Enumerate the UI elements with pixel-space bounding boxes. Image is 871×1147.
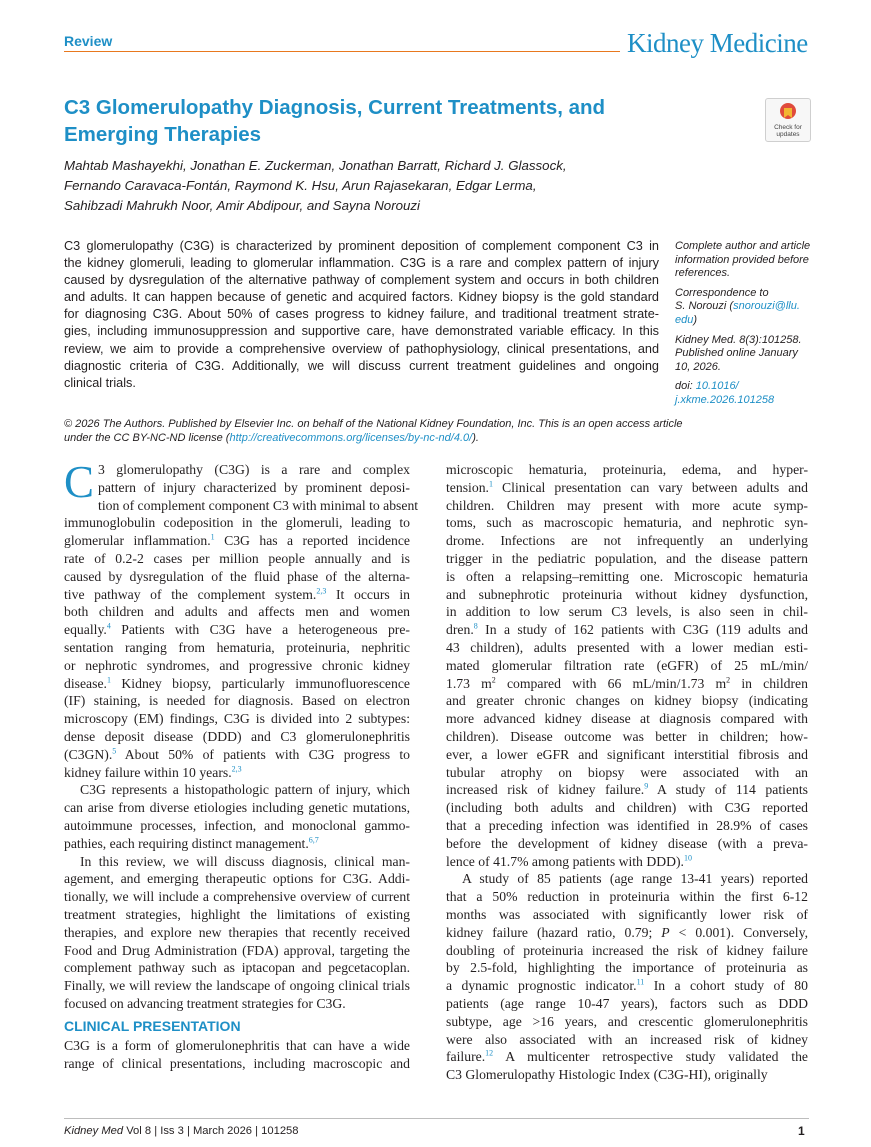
body-line: tubular atrophy on biopsy were associated with an bbox=[446, 764, 808, 780]
body-line: toms, such as macroscopic hematuria, and nephrotic syn- bbox=[446, 515, 808, 531]
body-line: and greater chronic changes on kidney biopsy (indicating bbox=[446, 693, 808, 709]
email-link-cont[interactable]: edu bbox=[675, 313, 694, 326]
author-list bbox=[64, 156, 567, 216]
body-line: (including both adults and children) with C3G reported bbox=[446, 800, 808, 816]
body-line: A study of 85 patients (age range 13-41 years) reported bbox=[462, 871, 808, 887]
body-line: a dynamic prognostic indicator.$^{11}$ In a cohort study of 80 bbox=[446, 977, 808, 994]
body-line: focused on advancing treatment strategies for C3G. bbox=[64, 995, 346, 1011]
body-line: before the development of kidney disease (with a preva- bbox=[446, 835, 808, 851]
author-line: Mahtab Mashayekhi, Jonathan E. Zuckerman, Jonathan Barratt, Richard J. Glassock, bbox=[64, 158, 567, 173]
body-line: 3 glomerulopathy (C3G) is a rare and complex bbox=[98, 462, 410, 477]
body-line: sentation ranging from hematuria, proteinuria, nephritic bbox=[64, 639, 410, 655]
title-line: Emerging Therapies bbox=[64, 123, 262, 146]
drop-cap: C bbox=[64, 457, 95, 507]
body-line: C3G represents a histopathologic pattern of injury, which bbox=[80, 782, 410, 798]
bookmark-ribbon-icon bbox=[779, 102, 797, 122]
header-rule bbox=[64, 51, 620, 52]
body-line: failure.$^{12}$ A multicenter retrospective study validated the bbox=[446, 1048, 808, 1065]
paragraph bbox=[446, 870, 808, 1084]
abstract-line: caused by dysregulation of the alternative pathway of complement system and occurs in both children bbox=[64, 273, 659, 288]
body-line: can arise from diverse etiologies including genetic mutations, bbox=[64, 800, 410, 816]
license-link[interactable]: http://creativecommons.org/licenses/by-nc-nd/4.0/ bbox=[229, 432, 473, 444]
author-line: Fernando Caravaca-Fontán, Raymond K. Hsu, Arun Rajasekaran, Edgar Lerma, bbox=[64, 178, 537, 193]
body-line: (IF) staining, is needed for diagnosis. Based on electron bbox=[64, 693, 410, 709]
page-number: 1 bbox=[798, 1124, 805, 1138]
journal-logo[interactable]: Kidney Medicine bbox=[627, 28, 808, 58]
check-for-updates-button[interactable] bbox=[765, 98, 811, 142]
body-line: pattern of injury characterized by prominent deposi- bbox=[98, 479, 410, 495]
body-line: patients (age range 10-47 years), factors such as DDD bbox=[446, 995, 808, 1011]
doi-link-cont[interactable]: j.xkme.2026.101258 bbox=[675, 393, 775, 406]
footer-citation: Kidney Med Vol 8 | Iss 3 | March 2026 | 101258 bbox=[64, 1125, 299, 1137]
body-line: complement pathway such as iptacopan and pegcetacoplan. bbox=[64, 960, 410, 976]
body-line: Finally, we will review the landscape of ongoing clinical trials bbox=[64, 978, 410, 994]
body-line: range of clinical presentations, including macroscopic and bbox=[64, 1055, 410, 1071]
body-line: tive pathway of the complement system.$^{2,3}$ It occurs in bbox=[64, 586, 411, 602]
license-line: under the CC BY-NC-ND license (http://creativecommons.org/licenses/by-nc-nd/4.0/). bbox=[64, 432, 479, 444]
citation-line: Published online January bbox=[675, 347, 798, 360]
section-label: Review bbox=[64, 33, 113, 49]
correspondence-line: edu) bbox=[675, 313, 698, 326]
body-line: children). Disease outcome was better in children; how- bbox=[446, 728, 808, 744]
citation-line: Kidney Med. 8(3):101258. bbox=[675, 333, 802, 346]
abstract-line: clinical trials. bbox=[64, 375, 136, 390]
body-line: ever, a lower eGFR and significant interstitial fibrosis and bbox=[446, 746, 808, 762]
abstract-line: and adults. It can happen because of genetic and acquired factors. Kidney biopsy is the gold standard bbox=[64, 290, 659, 305]
info-line: information provided before bbox=[675, 253, 809, 266]
paragraph bbox=[64, 1037, 410, 1073]
body-line: therapies, and explore new therapies that recently received bbox=[64, 924, 410, 940]
body-line: tion of complement component C3 with minimal to absent bbox=[98, 497, 419, 513]
article-info-sidebar bbox=[675, 240, 825, 408]
badge-label: Check for updates bbox=[774, 124, 802, 138]
author-line: Sahibzadi Mahrukh Noor, Amir Abdipour, and Sayna Norouzi bbox=[64, 198, 421, 213]
email-link[interactable]: snorouzi@llu. bbox=[733, 300, 800, 313]
abstract-line: diagnostic criteria of C3G. Additionally, we will discuss current treatment guidelines and ongoing bbox=[64, 358, 659, 373]
body-column-left bbox=[64, 457, 419, 1072]
body-line: 1.73 $m^2$ compared with 66 mL/min/1.73 $m^2$ in children bbox=[446, 675, 808, 691]
body-line: dense deposit disease (DDD) and C3 glomerulonephritis bbox=[64, 728, 410, 744]
body-line: rate of 0.2-2 cases per million people annually and is bbox=[64, 550, 410, 566]
body-line: immunoglobulin codeposition in the glomeruli, leading to bbox=[64, 515, 410, 531]
body-line: pathies, each requiring distinct management.$^{6,7}$ bbox=[64, 835, 319, 851]
citation-line: 10, 2026. bbox=[675, 360, 721, 373]
body-column-right bbox=[446, 461, 808, 1084]
body-line: agement, and emerging therapeutic options for C3G. Addi- bbox=[64, 871, 410, 887]
body-line: both children and adults and affects men and women bbox=[64, 604, 410, 620]
doi-line: doi: 10.1016/ bbox=[675, 380, 739, 393]
body-line: children. Children may present with more acute symp- bbox=[446, 497, 808, 513]
body-line: Food and Drug Administration (FDA) approval, targeting the bbox=[64, 942, 410, 958]
paragraph bbox=[64, 853, 410, 1013]
license-line: © 2026 The Authors. Published by Elsevier Inc. on behalf of the National Kidney Foundation, Inc. This is an open access article bbox=[64, 418, 683, 430]
body-line: or nephrotic syndromes, and progressive chronic kidney bbox=[64, 657, 410, 673]
body-line: microscopic hematuria, proteinuria, edema, and hyper- bbox=[446, 462, 808, 477]
body-line: (C3GN).$^5$ About 50% of patients with C3G progress to bbox=[64, 746, 410, 762]
body-line: trigger in the pediatric population, and the disease pattern bbox=[446, 550, 808, 566]
body-line: increased risk of kidney failure.$^9$ A study of 114 patients bbox=[446, 781, 809, 798]
body-line: that a 50% reduction in proteinuria within the first 6-12 bbox=[446, 889, 808, 905]
body-line: tionally, we will include a comprehensive overview of current bbox=[64, 889, 410, 905]
paragraph bbox=[446, 461, 808, 870]
body-line: microscopy (EM) findings, C3G is divided into 2 subtypes: bbox=[64, 711, 410, 727]
body-line: dren.$^8$ In a study of 162 patients with C3G (119 adults and bbox=[446, 621, 808, 638]
body-line: in addition to low serum C3 levels, is also seen in chil- bbox=[446, 604, 808, 620]
section-heading: CLINICAL PRESENTATION bbox=[64, 1017, 241, 1034]
body-line: months was associated with significantly lower risk of bbox=[446, 906, 808, 922]
body-line: is often a relapsing–remitting one. Microscopic hematuria bbox=[446, 568, 808, 584]
body-line: kidney failure (hazard ratio, 0.79; P < 0.001). Conversely, bbox=[446, 924, 808, 940]
article-title bbox=[64, 94, 704, 148]
paragraph bbox=[64, 781, 410, 852]
body-line: mated glomerular filtration rate (eGFR) of 25 mL/min/ bbox=[446, 657, 808, 673]
body-line: subtype, age >16 years, and crescentic glomerulonephritis bbox=[446, 1013, 808, 1029]
body-line: C3G is a form of glomerulonephritis that can have a wide bbox=[64, 1037, 410, 1053]
body-line: equally.$^4$ Patients with C3G have a heterogeneous pre- bbox=[64, 621, 410, 638]
body-line: drome. Infections are not infrequently an underlying bbox=[446, 533, 808, 549]
body-line: and subnephrotic proteinuria without kidney dysfunction, bbox=[446, 586, 808, 602]
info-line: references. bbox=[675, 267, 731, 280]
body-line: were also associated with an increased risk of kidney bbox=[446, 1031, 808, 1047]
body-line: 43 children), adults presented with a lower median esti- bbox=[446, 639, 808, 655]
body-line: C3 Glomerulopathy Histologic Index (C3G-HI), originally bbox=[446, 1067, 768, 1083]
body-line: doubling of proteinuria increased the risk of kidney failure bbox=[446, 942, 808, 958]
body-line: In this review, we will discuss diagnosis, clinical man- bbox=[80, 853, 410, 869]
body-line: kidney failure within 10 years.$^{2,3}$ bbox=[64, 763, 242, 780]
body-line: by 2.5-fold, highlighting the importance of proteinuria as bbox=[446, 960, 808, 976]
body-line: tension.$^1$ Clinical presentation can vary between adults and bbox=[446, 479, 808, 495]
body-line: glomerular inflammation.$^1$ C3G has a reported incidence bbox=[64, 532, 411, 549]
license-statement bbox=[64, 417, 683, 445]
title-line: C3 Glomerulopathy Diagnosis, Current Treatments, and bbox=[64, 96, 606, 119]
paragraph bbox=[64, 457, 419, 781]
correspondence-line: S. Norouzi (snorouzi@llu. bbox=[675, 300, 800, 313]
abstract bbox=[64, 238, 659, 392]
body-line: more advanced kidney disease at diagnosis compared with bbox=[446, 711, 808, 727]
body-line: treatment strategies, highlight the limitations of existing bbox=[64, 906, 410, 922]
abstract-line: C3 glomerulopathy (C3G) is characterized by prominent deposition of complement component C3 in bbox=[64, 239, 659, 253]
correspondence-label: Correspondence to bbox=[675, 286, 769, 299]
body-line: disease.$^1$ Kidney biopsy, particularly immunofluorescence bbox=[64, 675, 410, 691]
doi-link[interactable]: 10.1016/ bbox=[695, 380, 739, 393]
body-line: that a preceding infection was identified in 28.9% of cases bbox=[446, 817, 808, 833]
body-line: caused by dysregulation of the fluid phase of the alterna- bbox=[64, 568, 410, 584]
abstract-line: the kidney glomeruli, leading to glomerular inflammation. C3G is a rare and complex pattern of injury bbox=[64, 256, 659, 271]
abstract-line: review, we aim to provide a comprehensive overview of pathophysiology, clinical presentations, and bbox=[64, 341, 659, 356]
info-line: Complete author and article bbox=[675, 240, 811, 252]
abstract-line: for diagnosing C3G. About 50% of cases progress to kidney failure, and traditional treatment strate- bbox=[64, 307, 659, 322]
footer-rule bbox=[64, 1118, 809, 1119]
body-line: lence of 41.7% among patients with DDD).$^{10}$ bbox=[446, 852, 692, 869]
abstract-line: gies, including immunosuppression and supportive care, have demonstrated variable efficacy. In this bbox=[64, 324, 659, 339]
body-line: autoimmune processes, infection, and monoclonal gammo- bbox=[64, 817, 410, 833]
